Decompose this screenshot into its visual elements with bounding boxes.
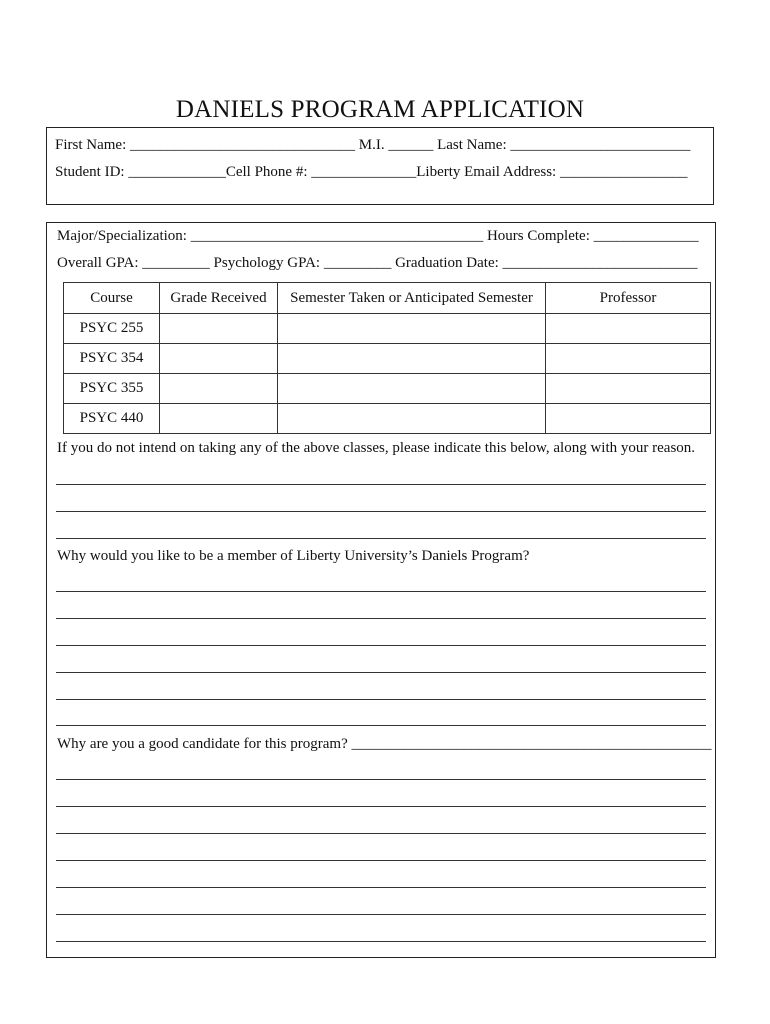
- question-good-candidate[interactable]: Why are you a good candidate for this program? ________________________________________________: [57, 736, 712, 752]
- semester-cell[interactable]: [278, 374, 546, 404]
- answer-line[interactable]: [56, 806, 706, 807]
- professor-cell[interactable]: [546, 404, 711, 434]
- semester-cell[interactable]: [278, 314, 546, 344]
- answer-line[interactable]: [56, 941, 706, 942]
- grade-cell[interactable]: [160, 374, 278, 404]
- grade-cell[interactable]: [160, 404, 278, 434]
- grade-cell[interactable]: [160, 344, 278, 374]
- course-table: [63, 282, 711, 434]
- answer-line[interactable]: [56, 484, 706, 485]
- answer-line[interactable]: [56, 672, 706, 673]
- answer-line[interactable]: [56, 887, 706, 888]
- answer-line[interactable]: [56, 511, 706, 512]
- table-header-row: [64, 283, 711, 314]
- answer-line[interactable]: [56, 538, 706, 539]
- name-fields-row[interactable]: First Name: ______________________________ M.I. ______ Last Name: ________________________: [55, 137, 691, 153]
- semester-cell[interactable]: [278, 404, 546, 434]
- answer-line[interactable]: [56, 779, 706, 780]
- answer-line[interactable]: [56, 699, 706, 700]
- contact-fields-row[interactable]: Student ID: _____________Cell Phone #: ______________Liberty Email Address: _________________: [55, 164, 688, 180]
- semester-cell[interactable]: [278, 344, 546, 374]
- table-row: [64, 344, 711, 374]
- course-cell: PSYC 354: [64, 344, 160, 374]
- answer-line[interactable]: [56, 860, 706, 861]
- table-row: [64, 404, 711, 434]
- form-title: DANIELS PROGRAM APPLICATION: [175, 96, 585, 123]
- answer-line[interactable]: [56, 591, 706, 592]
- answer-line[interactable]: [56, 833, 706, 834]
- column-header-semester: Semester Taken or Anticipated Semester: [278, 283, 546, 314]
- question-skip-classes: If you do not intend on taking any of the above classes, please indicate this below, along with your reason.: [57, 440, 696, 456]
- table-row: [64, 374, 711, 404]
- gpa-graduation-row[interactable]: Overall GPA: _________ Psychology GPA: _________ Graduation Date: __________________________: [57, 255, 698, 271]
- course-cell: PSYC 440: [64, 404, 160, 434]
- question-why-member: Why would you like to be a member of Liberty University’s Daniels Program?: [57, 548, 530, 564]
- grade-cell[interactable]: [160, 314, 278, 344]
- answer-line[interactable]: [56, 618, 706, 619]
- professor-cell[interactable]: [546, 374, 711, 404]
- major-hours-row[interactable]: Major/Specialization: _______________________________________ Hours Complete: ______________: [57, 228, 699, 244]
- professor-cell[interactable]: [546, 314, 711, 344]
- answer-line[interactable]: [56, 725, 706, 726]
- answer-line[interactable]: [56, 914, 706, 915]
- course-cell: PSYC 355: [64, 374, 160, 404]
- column-header-professor: Professor: [546, 283, 711, 314]
- column-header-grade: Grade Received: [160, 283, 278, 314]
- table-row: [64, 314, 711, 344]
- course-cell: PSYC 255: [64, 314, 160, 344]
- column-header-course: Course: [64, 283, 160, 314]
- professor-cell[interactable]: [546, 344, 711, 374]
- answer-line[interactable]: [56, 645, 706, 646]
